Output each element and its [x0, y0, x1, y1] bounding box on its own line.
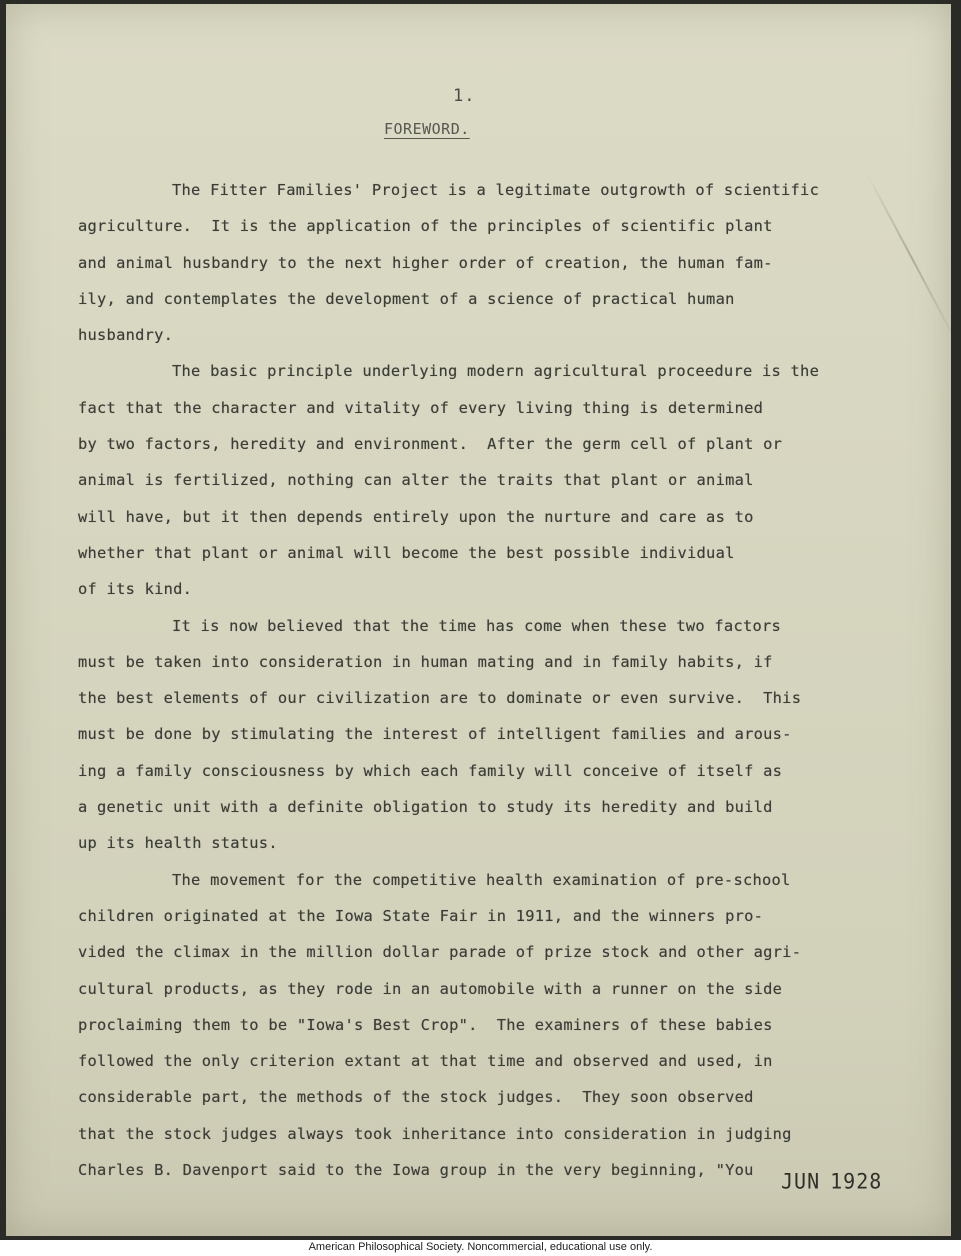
text-line: It is now believed that the time has come when these two factors: [172, 616, 782, 635]
text-line: by two factors, heredity and environment. After the germ cell of plant or: [78, 435, 783, 454]
text-line: will have, but it then depends entirely upon the nurture and care as to: [78, 507, 754, 526]
text-line: ily, and contemplates the development of a science of practical human: [78, 289, 735, 308]
text-line: up its health status.: [78, 834, 278, 853]
page-number: 1.: [453, 86, 476, 106]
text-line: a genetic unit with a definite obligation to study its heredity and build: [78, 798, 773, 817]
text-line: husbandry.: [78, 326, 174, 345]
text-line: children originated at the Iowa State Fair in 1911, and the winners pro-: [78, 906, 764, 925]
text-line: and animal husbandry to the next higher order of creation, the human fam-: [78, 253, 773, 272]
stamp-month: JUN: [781, 1168, 821, 1194]
text-line: animal is fertilized, nothing can alter the traits that plant or animal: [78, 471, 754, 490]
text-line: fact that the character and vitality of every living thing is determined: [78, 398, 764, 417]
text-line: The basic principle underlying modern agricultural proceedure is the: [172, 362, 820, 381]
text-line: followed the only criterion extant at that time and observed and used, in: [78, 1052, 773, 1071]
page-heading: FOREWORD.: [384, 120, 470, 138]
text-line: The movement for the competitive health examination of pre-school: [172, 870, 791, 889]
text-line: ing a family consciousness by which each family will conceive of itself as: [78, 761, 783, 780]
text-line: agriculture. It is the application of the principles of scientific plant: [78, 217, 773, 236]
text-line: must be taken into consideration in human mating and in family habits, if: [78, 652, 773, 671]
text-line: Charles B. Davenport said to the Iowa group in the very beginning, "You: [78, 1161, 754, 1180]
text-line: The Fitter Families' Project is a legitimate outgrowth of scientific: [172, 181, 820, 199]
text-line: the best elements of our civilization are to dominate or even survive. This: [78, 689, 802, 708]
text-line: that the stock judges always took inheritance into consideration in judging: [78, 1124, 792, 1143]
text-line: whether that plant or animal will become the best possible individual: [78, 543, 735, 562]
footer-credit: American Philosophical Society. Noncommercial, educational use only.: [0, 1240, 961, 1256]
text-line: considerable part, the methods of the stock judges. They soon observed: [78, 1088, 754, 1107]
text-line: proclaiming them to be "Iowa's Best Crop". The examiners of these babies: [78, 1015, 773, 1034]
text-line: of its kind.: [78, 580, 193, 599]
text-line: vided the climax in the million dollar parade of prize stock and other agri-: [78, 943, 802, 962]
typed-page: [6, 4, 951, 1236]
text-line: cultural products, as they rode in an automobile with a runner on the side: [78, 979, 783, 998]
text-line: must be done by stimulating the interest of intelligent families and arous-: [78, 725, 792, 744]
date-stamp: [781, 1168, 892, 1193]
body-text: [78, 172, 938, 1188]
stamp-year: 1928: [830, 1168, 883, 1194]
